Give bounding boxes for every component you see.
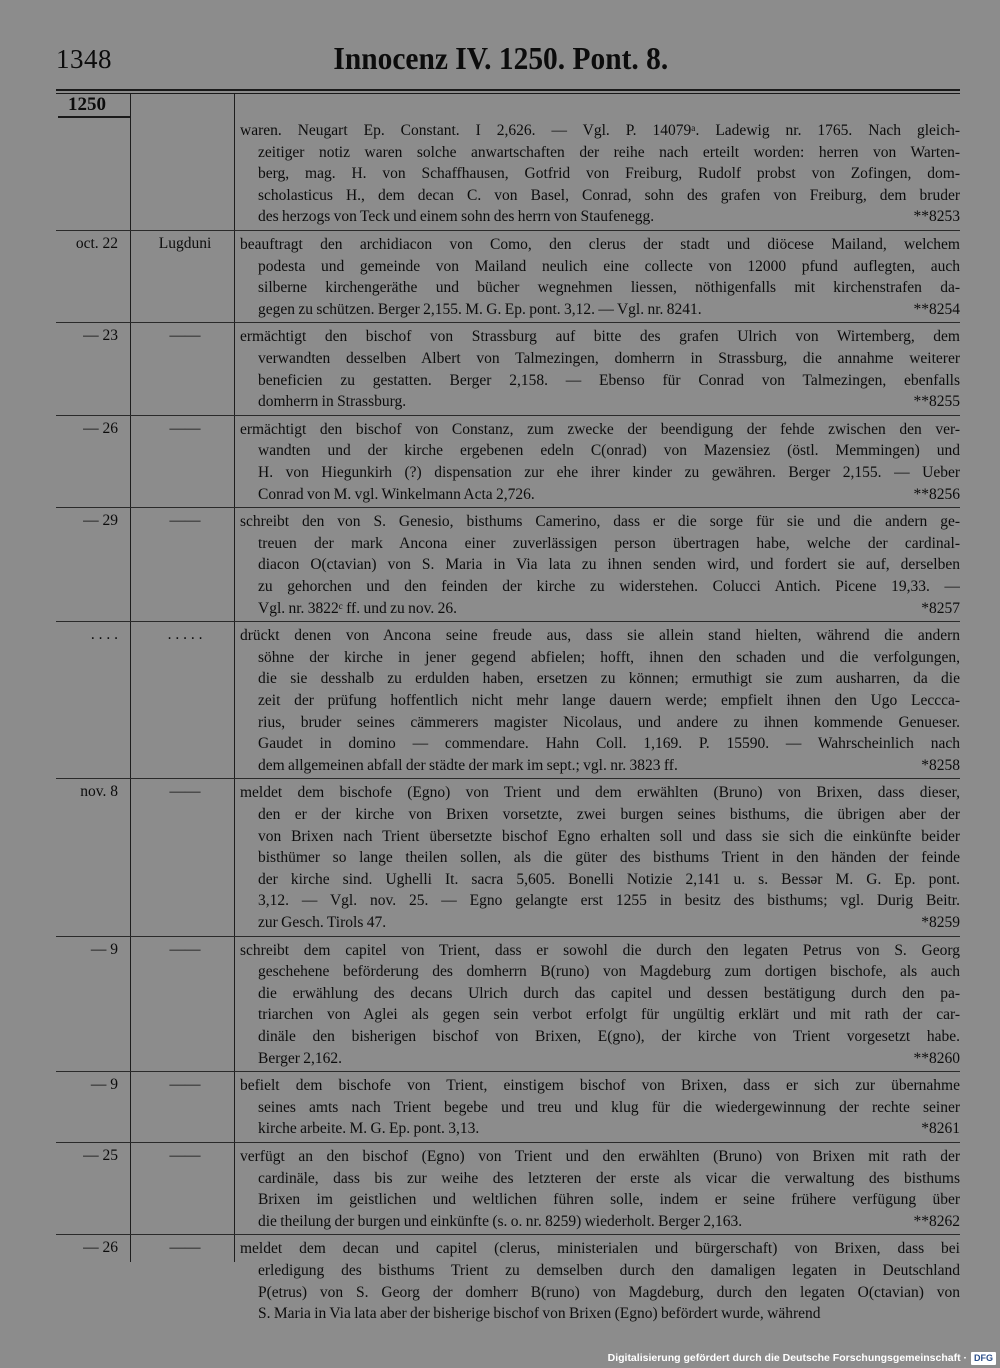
entry-line-text: gegen zu schützen. Berger 2,155. M. G. Ep. pont. 3,12. — Vgl. nr. 8241. <box>258 300 702 318</box>
footer-credit-text: Digitalisierung gefördert durch die Deutsche Forschungsgemeinschaft · <box>607 1352 967 1364</box>
entry-place: —— <box>169 783 201 801</box>
entry-date: nov. 8 <box>80 783 118 801</box>
entry-line <box>240 912 960 934</box>
entry-text <box>240 1075 960 1140</box>
entry-line-text: domherrn in Strassburg. <box>258 393 407 411</box>
entry-line <box>240 983 960 1005</box>
entry-line <box>240 647 960 669</box>
entry-date: . . . . <box>90 626 118 644</box>
entry-text <box>240 419 960 505</box>
entry-line <box>240 869 960 891</box>
entry-date: — 26 <box>83 419 118 437</box>
entry-text <box>240 234 960 320</box>
entry-line-text: befielt dem bischofe von Trient, einstigem bischof von Brixen, dass er sich zur übernahme <box>240 1077 960 1095</box>
entry-date: — 23 <box>83 327 118 345</box>
entry-line-text: schreibt den von S. Genesio, bisthums Camerino, dass er die sorge für sie und die andern ge- <box>240 513 960 531</box>
entry-place: . . . . . <box>167 626 203 644</box>
entry-line <box>240 826 960 848</box>
entry-separator <box>56 621 960 622</box>
entry-text <box>240 1146 960 1232</box>
entry-line <box>240 1260 960 1282</box>
entry-text <box>240 625 960 776</box>
footer-credit <box>608 1350 996 1366</box>
entry-date: — 26 <box>83 1239 118 1257</box>
entry-line-text: verfügt an den bischof (Egno) von Trient und den erwählten (Bruno) von Brixen mit rath der <box>240 1148 960 1165</box>
entry-line <box>240 1048 960 1070</box>
entry-line <box>240 511 960 533</box>
entry-line <box>240 391 960 413</box>
entry-line-text: 3,12. — Vgl. nov. 25. — Egno gelangte erst 1255 in besitz des bisthums; vgl. Durig Beitr. <box>258 892 960 910</box>
entry-line <box>240 1004 960 1026</box>
entry-date: — 29 <box>83 512 118 530</box>
entry-line <box>240 206 960 228</box>
entry-line-text: verwandten desselben Albert von Talmezingen, domherrn in Strassburg, die annahme weiterer <box>258 349 960 367</box>
page-number: 1348 <box>56 44 112 74</box>
entry-line <box>240 1026 960 1048</box>
entry-line-text: die sie desshalb zu erdulden haben, ersetzen zu können; ermuthigt sie zum ausharren, da die <box>258 670 960 688</box>
entry-line-text: kirche arbeite. M. G. Ep. pont. 3,13. <box>258 1120 480 1138</box>
entry-line <box>240 755 960 777</box>
entry-line-text: P(etrus) von S. Georg der domherr B(runo) von Magdeburg, durch den legaten O(ctavian) von <box>258 1283 960 1301</box>
entry-line-text: waren. Neugart Ep. Constant. I 2,626. — Vgl. P. 14079ᵃ. Ladewig nr. 1765. Nach gleich- <box>240 122 960 139</box>
entry-place: —— <box>169 1147 201 1164</box>
entry-line-text: söhne der kirche in jener gegend abfielen; hofft, ihnen den schaden und die verfolgungen, <box>258 648 960 666</box>
register-number: *8259 <box>921 913 960 931</box>
entry-line-text: Berger 2,162. <box>258 1049 343 1067</box>
entry-line-text: cardinäle, dass bis zur weihe des letzteren der erste als vicar die verwaltung des bisthums <box>258 1169 960 1187</box>
entry-text <box>240 326 960 412</box>
entry-line <box>240 1282 960 1304</box>
entry-place: —— <box>169 1076 201 1094</box>
entry-line-text: H. von Hiegunkirh (?) dispensation zur ehe ihrer kinder zu gewähren. Berger 2,155. — Ueber <box>258 463 960 481</box>
entry-line-text: ermächtigt den bischof von Strassburg auf bitte des grafen Ulrich von Wirtemberg, dem <box>240 328 960 346</box>
entry-line-text: drückt denen von Ancona seine freude aus, dass sie allein stand hielten, während die andern <box>240 627 960 645</box>
entry-line <box>240 163 960 185</box>
entry-line-text: scholasticus H., dem decan C. von Basel, Conrad, sohn des grafen von Freiburg, dem bruder <box>258 186 960 204</box>
entry-separator <box>56 1234 960 1235</box>
entry-line-text: meldet dem bischofe (Egno) von Trient und dem erwählten (Bruno) von Brixen, dass dieser, <box>240 784 960 802</box>
entry-line-text: zeitiger notiz waren solche anwartschaften der reihe nach erteilt worden: herren von Warten- <box>258 143 960 161</box>
entry-line-text: triarchen von Aglei als gegen sein verbot erfolgt für ungültig erklärt und mit rath der car- <box>258 1006 960 1024</box>
entry-line-text: treuen der mark Ancona einer zuverlässigen person übertragen habe, welche der cardinal- <box>258 534 960 552</box>
entry-line <box>240 598 960 620</box>
entry-line <box>240 847 960 869</box>
entry-date: — 25 <box>83 1147 118 1164</box>
entry-line-text: Gaudet in domino — commendare. Hahn Coll. 1,169. P. 15590. — Wahrscheinlich nach <box>258 735 960 753</box>
entry-line <box>240 961 960 983</box>
entry-text <box>240 511 960 619</box>
register-number: **8255 <box>913 393 960 411</box>
entry-separator <box>56 322 960 323</box>
header-rule-thin <box>56 93 960 94</box>
entry-line-text: geschehene beförderung des domherrn B(runo) von Magdeburg zum dortigen bischofe, als auch <box>258 963 960 981</box>
entry-line-text: des herzogs von Teck und einem sohn des herrn von Staufenegg. <box>258 208 655 226</box>
entry-text <box>240 940 960 1070</box>
entry-line-text: schreibt dem capitel von Trient, dass er sowohl die durch den legaten Petrus von S. Georg <box>240 941 960 959</box>
entry-text <box>240 1238 960 1324</box>
entry-date: — 9 <box>90 940 118 958</box>
entry-place: Lugduni <box>158 235 212 252</box>
entry-line-text: bisthümer so lange theilen sollen, als die güter des bisthums Trient in den händen der feinde <box>258 849 960 867</box>
entry-line-text: die erwählung des decans Ulrich durch das capitel und dessen bestätigung durch den pa- <box>258 984 960 1002</box>
entry-line-text: Conrad von M. vgl. Winkelmann Acta 2,726. <box>258 485 535 503</box>
entry-line-text: von Brixen nach Trient übersetzte bischof Egno erhalten soll und dass sie sich die einkünfte beider <box>258 827 960 845</box>
year-underline <box>58 116 130 118</box>
entry-line <box>240 625 960 647</box>
entry-place: —— <box>169 940 201 958</box>
entry-line <box>240 690 960 712</box>
entry-line <box>240 348 960 370</box>
entry-line <box>240 576 960 598</box>
entry-line <box>240 1146 960 1168</box>
entry-line <box>240 440 960 462</box>
dfg-logo-icon: DFG <box>971 1352 996 1365</box>
entry-place: —— <box>169 327 201 345</box>
register-number: **8262 <box>913 1212 960 1230</box>
entry-line <box>240 890 960 912</box>
entry-line-text: zu gehorchen und den feinden der kirche zu widerstehen. Colucci Antich. Picene 19,33. — <box>258 577 960 595</box>
entry-line <box>240 533 960 555</box>
entry-line <box>240 326 960 348</box>
entry-line <box>240 1211 960 1233</box>
entry-date: oct. 22 <box>75 235 118 252</box>
entry-separator <box>56 778 960 779</box>
entry-line-text: zeit der prüfung hoffentlich nicht mehr lange dauern werde; empfielt ihnen den Ugo Leccca- <box>258 691 960 709</box>
entry-separator <box>56 507 960 508</box>
entry-line <box>240 1097 960 1119</box>
entry-line-text: Vgl. nr. 3822ᶜ ff. und zu nov. 26. <box>258 599 457 617</box>
entry-line-text: podesta und gemeinde von Mailand neulich eine collecte von 12000 pfund auflegten, auch <box>258 257 960 275</box>
entry-separator <box>56 1142 960 1143</box>
entry-line-text: silberne kirchengeräthe und bücher wegnehmen liessen, nöthigenfalls mit kirchenstrafen da- <box>258 279 960 297</box>
entry-line-text: beauftragt den archidiacon von Como, den clerus der stadt und diöcese Mailand, welchem <box>240 236 960 253</box>
page-header <box>0 38 1000 78</box>
entry-line <box>240 733 960 755</box>
entry-line <box>240 1075 960 1097</box>
entry-place: —— <box>169 512 201 530</box>
entry-line-text: die theilung der burgen und einkünfte (s. o. nr. 8259) wiederholt. Berger 2,163. <box>258 1212 743 1230</box>
entry-line <box>240 1189 960 1211</box>
entry-line <box>240 804 960 826</box>
entry-line <box>240 484 960 506</box>
register-number: **8253 <box>913 208 960 226</box>
entry-line <box>240 419 960 441</box>
entry-place: —— <box>169 419 201 437</box>
entry-line <box>240 668 960 690</box>
entry-line <box>240 256 960 278</box>
entry-line <box>240 462 960 484</box>
entry-line-text: wandten und der kirche ergebenen edeln C(onrad) von Mazensiez (östl. Memmingen) und <box>258 442 960 460</box>
year-label: 1250 <box>68 94 106 115</box>
entry-line <box>240 940 960 962</box>
entry-text <box>240 782 960 933</box>
entry-line-text: S. Maria in Via lata aber der bisherige bischof von Brixen (Egno) befördert wurde, während <box>258 1305 821 1323</box>
entry-separator <box>56 1071 960 1072</box>
entry-separator <box>56 230 960 231</box>
entry-line <box>240 554 960 576</box>
entry-line <box>240 142 960 164</box>
entry-line <box>240 120 960 142</box>
register-number: **8260 <box>913 1049 960 1067</box>
entry-line-text: der kirche sind. Ughelli It. sacra 5,605. Bonelli Notizie 2,141 u. s. Bessər M. G. Ep. pont. <box>258 870 960 888</box>
register-number: *8258 <box>921 756 960 774</box>
running-title: Innocenz IV. 1250. Pont. 8. <box>333 40 669 76</box>
entry-line-text: ermächtigt den bischof von Constanz, zum zwecke der beendigung der fehde zwischen den ver- <box>240 420 960 438</box>
register-number: **8256 <box>913 485 960 503</box>
entry-line-text: erledigung des bisthums Trient zu demselben durch den damaligen legaten in Deutschland <box>258 1261 960 1279</box>
entry-text <box>240 120 960 228</box>
entry-line <box>240 234 960 256</box>
entry-line-text: dinäle den bisherigen bischof von Brixen, E(gno), der kirche von Trient vorgesetzt habe. <box>258 1027 960 1045</box>
entry-date: — 9 <box>90 1076 118 1094</box>
entry-separator <box>56 415 960 416</box>
register-number: *8261 <box>921 1120 960 1138</box>
entry-line <box>240 299 960 321</box>
entry-place: —— <box>169 1239 201 1257</box>
register-number: *8257 <box>921 599 960 617</box>
entry-line-text: berg, mag. H. von Schaffhausen, Gotfrid von Freiburg, Rudolf probst von Zofingen, dom- <box>258 165 960 183</box>
header-rule-thick <box>56 89 960 91</box>
entry-line-text: seines amts nach Trient begebe und treu und klug für die wiedergewinnung der rechte seiner <box>258 1098 960 1116</box>
entry-line-text: meldet dem decan und capitel (clerus, ministerialen und bürgerschaft) von Brixen, dass bei <box>240 1240 960 1258</box>
entry-line <box>240 1238 960 1260</box>
entry-line <box>240 185 960 207</box>
entry-line <box>240 1303 960 1325</box>
entry-separator <box>56 936 960 937</box>
entry-line-text: zur Gesch. Tirols 47. <box>258 913 387 931</box>
entry-line-text: beneficien zu gestatten. Berger 2,158. — Ebenso für Conrad von Talmezingen, ebenfalls <box>258 371 960 389</box>
entry-line-text: dem allgemeinen abfall der städte der mark im sept.; vgl. nr. 3823 ff. <box>258 756 678 774</box>
column-line-left <box>130 94 131 1262</box>
entry-line-text: Brixen im geistlichen und weltlichen führen solle, indem er seine frühere verfügung über <box>258 1191 960 1209</box>
entry-line-text: rius, bruder seines cämmerers magister Nicolaus, und andere zu ihnen kommende Genueser. <box>258 713 960 731</box>
register-number: **8254 <box>913 300 960 318</box>
entry-line <box>240 712 960 734</box>
entry-line <box>240 277 960 299</box>
entry-line <box>240 1118 960 1140</box>
entry-line-text: diacon O(ctavian) von S. Maria in Via lata zu ihnen senden wird, und fordert sie auf, derselben <box>258 556 960 574</box>
entry-line <box>240 370 960 392</box>
entry-line-text: den er der kirche von Brixen vorsetzte, zwei burgen seines bisthums, die übrigen aber der <box>258 805 960 823</box>
entry-line <box>240 1168 960 1190</box>
entry-line <box>240 782 960 804</box>
column-line-right <box>234 94 235 1262</box>
